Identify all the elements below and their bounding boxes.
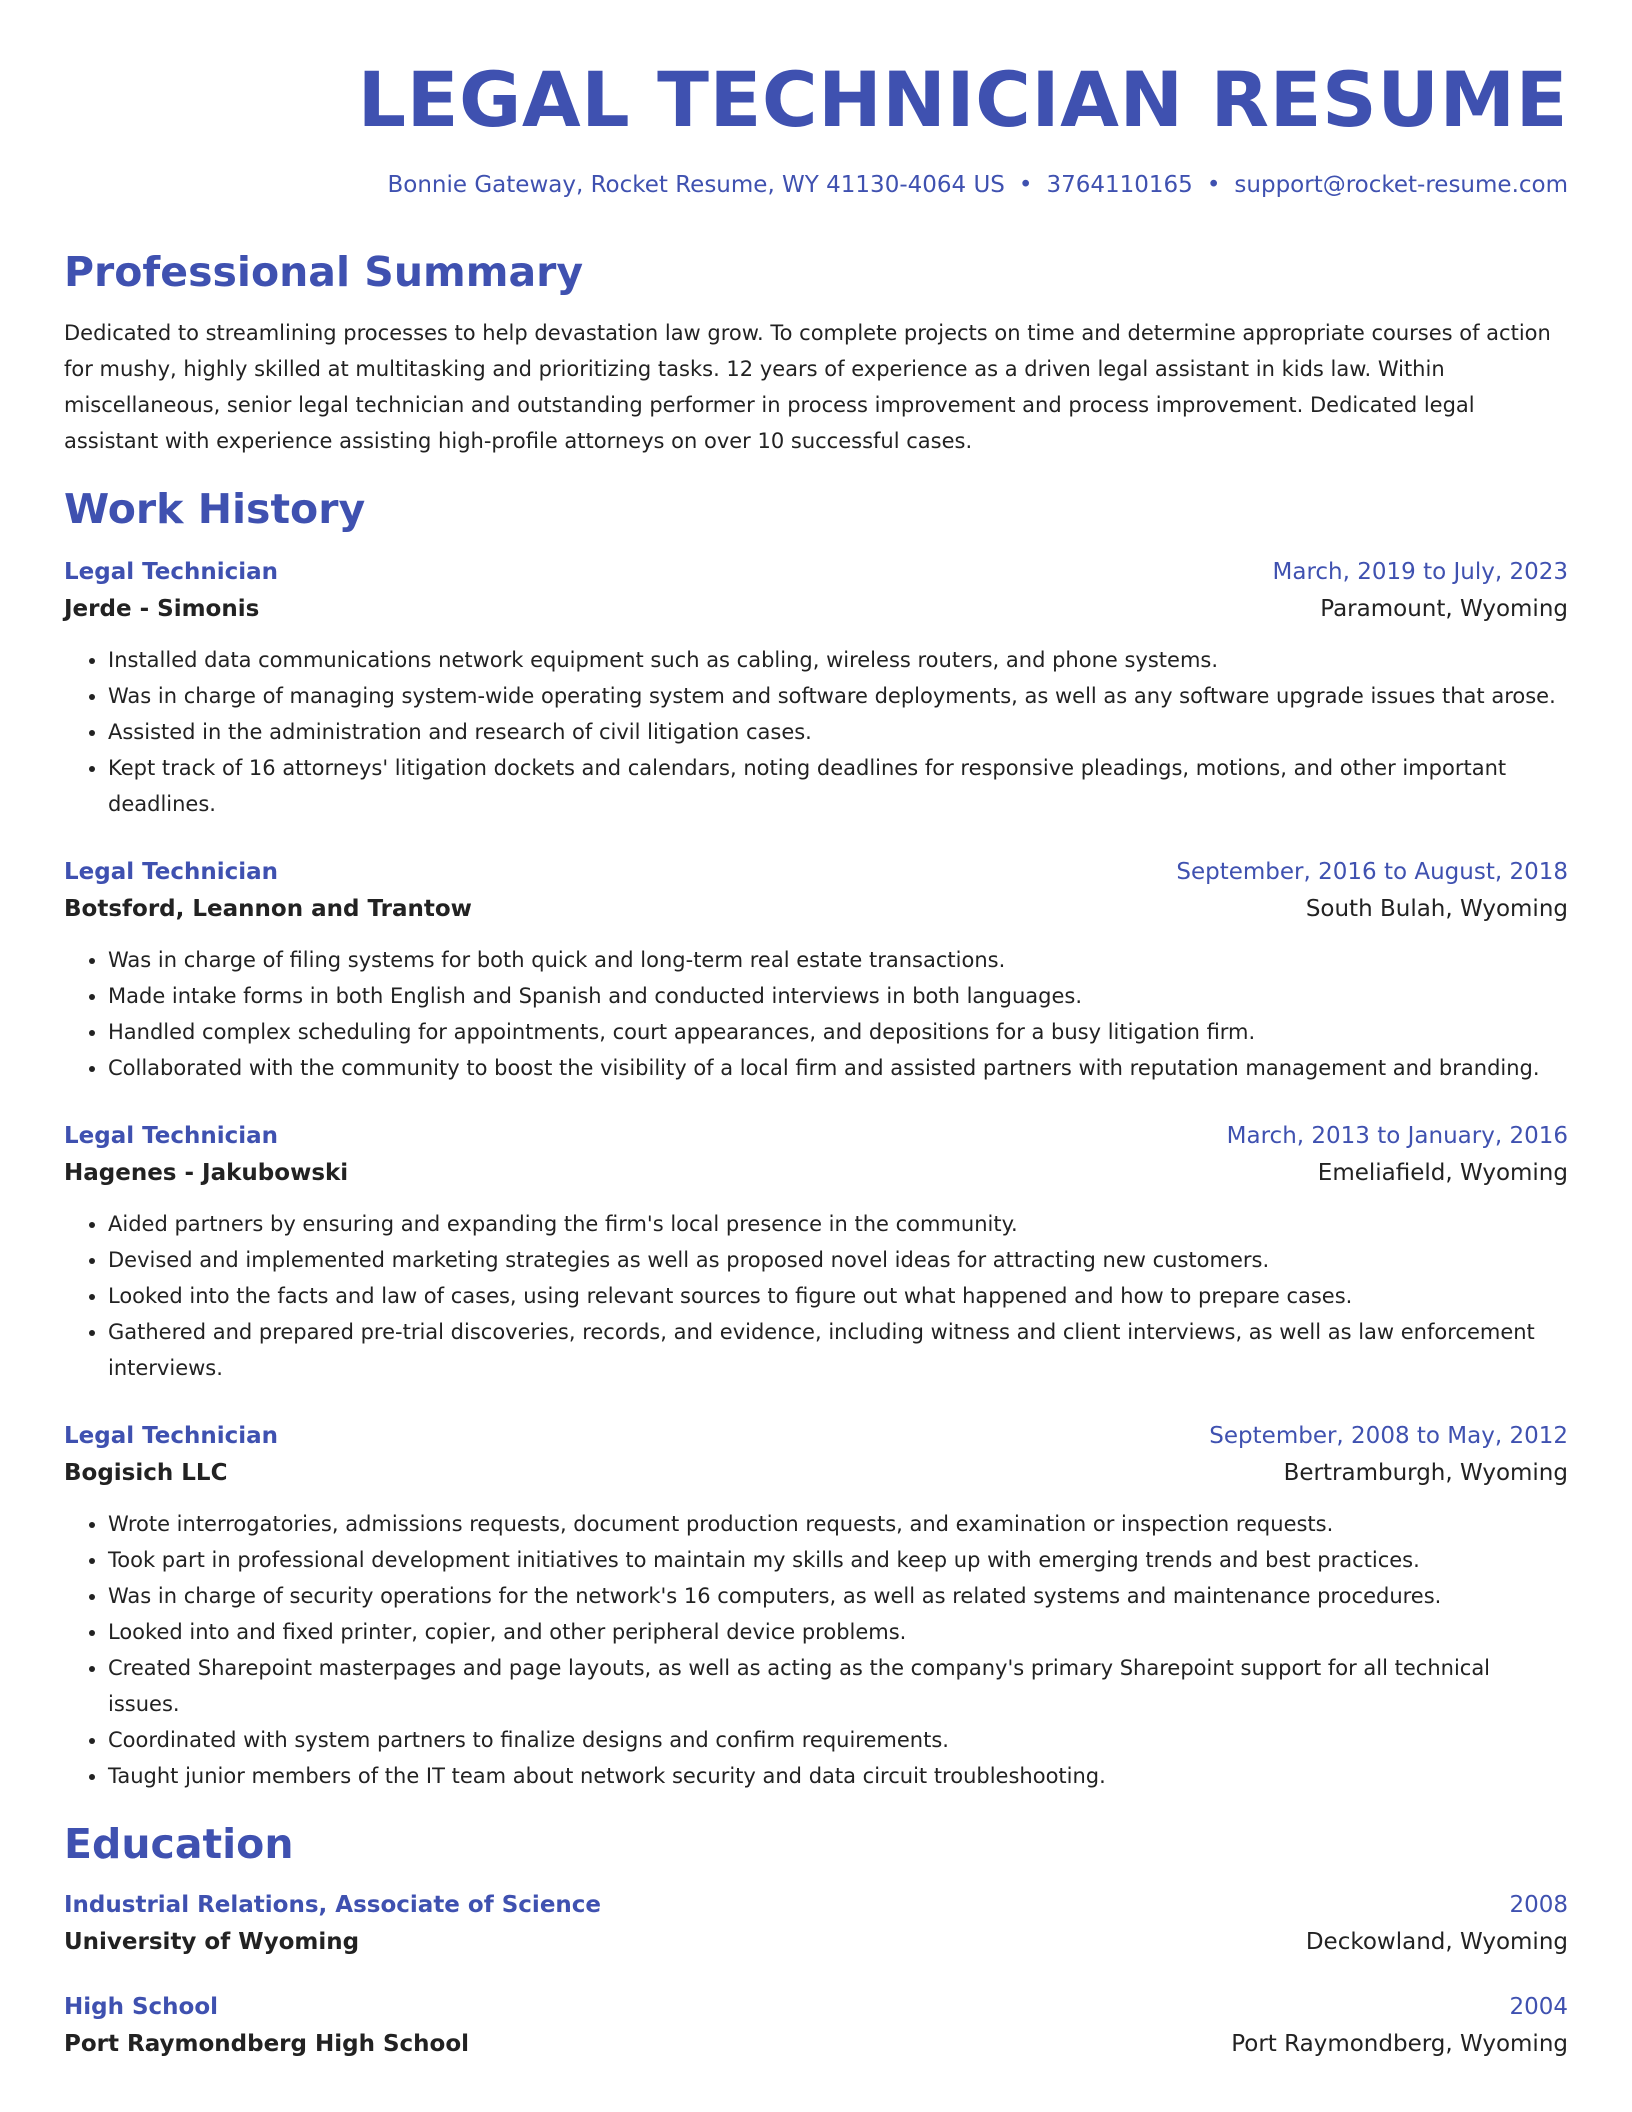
- job-bullet: • Installed data communications network equipment such as cabling, wireless routers, and phone systems.: [108, 642, 1568, 678]
- job-entry: [64, 1418, 1568, 1794]
- job-bullets: [64, 1206, 1568, 1386]
- education-degree: Industrial Relations, Associate of Science: [64, 1891, 602, 1918]
- education-school: University of Wyoming: [64, 1928, 360, 1955]
- job-dates: September, 2016 to August, 2018: [1176, 858, 1568, 885]
- education-location: Deckowland, Wyoming: [1305, 1928, 1568, 1955]
- job-bullet: • Was in charge of filing systems for both quick and long-term real estate transactions.: [108, 942, 1568, 978]
- job-location: Paramount, Wyoming: [1320, 595, 1568, 622]
- job-dates: September, 2008 to May, 2012: [1209, 1422, 1568, 1449]
- job-bullet: • Coordinated with system partners to finalize designs and confirm requirements.: [108, 1722, 1568, 1758]
- job-bullet: • Collaborated with the community to boost the visibility of a local firm and assisted partners with reputation management and branding.: [108, 1050, 1568, 1086]
- resume-title: LEGAL TECHNICIAN RESUME: [357, 55, 1568, 144]
- summary-heading: Professional Summary: [64, 247, 584, 296]
- job-bullets: [64, 642, 1568, 822]
- job-bullet: • Looked into the facts and law of cases, using relevant sources to figure out what happened and how to prepare cases.: [108, 1278, 1568, 1314]
- job-location: Emeliafield, Wyoming: [1317, 1159, 1568, 1186]
- job-dates: March, 2013 to January, 2016: [1226, 1122, 1568, 1149]
- work-history-heading: Work History: [64, 484, 366, 533]
- education-location: Port Raymondberg, Wyoming: [1231, 2030, 1568, 2057]
- job-bullets: [64, 1506, 1568, 1794]
- education-entry: [64, 1989, 1568, 2063]
- job-bullet: • Kept track of 16 attorneys' litigation dockets and calendars, noting deadlines for responsive pleadings, motions, and other important deadlines.: [108, 750, 1568, 822]
- job-role: Legal Technician: [64, 1122, 279, 1149]
- job-bullet: • Assisted in the administration and research of civil litigation cases.: [108, 714, 1568, 750]
- job-company: Hagenes - Jakubowski: [64, 1159, 349, 1186]
- job-dates: March, 2019 to July, 2023: [1272, 558, 1568, 585]
- job-location: South Bulah, Wyoming: [1305, 895, 1568, 922]
- job-entry: [64, 1118, 1568, 1386]
- job-entry: [64, 554, 1568, 822]
- education-year: 2008: [1509, 1891, 1568, 1918]
- job-company: Jerde - Simonis: [64, 595, 260, 622]
- job-bullet: • Gathered and prepared pre-trial discoveries, records, and evidence, including witness and client interviews, as well as law enforcement interviews.: [108, 1314, 1568, 1386]
- job-bullet: • Made intake forms in both English and Spanish and conducted interviews in both languages.: [108, 978, 1568, 1014]
- work-history-list: [64, 554, 1568, 1794]
- contact-separator: •: [1206, 172, 1221, 198]
- job-role: Legal Technician: [64, 1422, 279, 1449]
- job-role: Legal Technician: [64, 558, 279, 585]
- job-bullet: • Was in charge of security operations for the network's 16 computers, as well as related systems and maintenance procedures.: [108, 1578, 1568, 1614]
- contact-email: support@rocket-resume.com: [1234, 172, 1568, 198]
- education-school: Port Raymondberg High School: [64, 2030, 470, 2057]
- education-year: 2004: [1509, 1993, 1568, 2020]
- job-bullet: • Handled complex scheduling for appointments, court appearances, and depositions for a busy litigation firm.: [108, 1014, 1568, 1050]
- job-role: Legal Technician: [64, 858, 279, 885]
- education-entry: [64, 1887, 1568, 1961]
- job-entry: [64, 854, 1568, 1086]
- summary-text: Dedicated to streamlining processes to help devastation law grow. To complete projects on time and determine appropriate courses of action for mushy, highly skilled at multitasking and prioritizing tasks. 12 years of experience as a driven legal assistant in kids law. Within miscellaneous, senior legal technician and outstanding performer in process improvement and process improvement. Dedicated legal assistant with experience assisting high-profile attorneys on over 10 successful cases.: [64, 320, 1551, 453]
- contact-separator: •: [1018, 172, 1033, 198]
- contact-address: Bonnie Gateway, Rocket Resume, WY 41130-4064 US: [387, 172, 1005, 198]
- education-list: [64, 1887, 1568, 2063]
- job-bullet: • Was in charge of managing system-wide operating system and software deployments, as well as any software upgrade issues that arose.: [108, 678, 1568, 714]
- job-bullet: • Aided partners by ensuring and expanding the firm's local presence in the community.: [108, 1206, 1568, 1242]
- job-bullet: • Taught junior members of the IT team about network security and data circuit troubleshooting.: [108, 1758, 1568, 1794]
- job-location: Bertramburgh, Wyoming: [1283, 1459, 1568, 1486]
- contact-info: [64, 172, 1568, 200]
- job-bullets: [64, 942, 1568, 1086]
- job-bullet: • Created Sharepoint masterpages and page layouts, as well as acting as the company's primary Sharepoint support for all technical issues.: [108, 1650, 1568, 1722]
- job-bullet: • Wrote interrogatories, admissions requests, document production requests, and examination or inspection requests.: [108, 1506, 1568, 1542]
- job-company: Bogisich LLC: [64, 1459, 228, 1486]
- contact-phone: 3764110165: [1046, 172, 1193, 198]
- job-bullet: • Took part in professional development initiatives to maintain my skills and keep up with emerging trends and best practices.: [108, 1542, 1568, 1578]
- education-degree: High School: [64, 1993, 219, 2020]
- job-bullet: • Devised and implemented marketing strategies as well as proposed novel ideas for attracting new customers.: [108, 1242, 1568, 1278]
- job-bullet: • Looked into and fixed printer, copier, and other peripheral device problems.: [108, 1614, 1568, 1650]
- education-heading: Education: [64, 1819, 294, 1868]
- job-company: Botsford, Leannon and Trantow: [64, 895, 472, 922]
